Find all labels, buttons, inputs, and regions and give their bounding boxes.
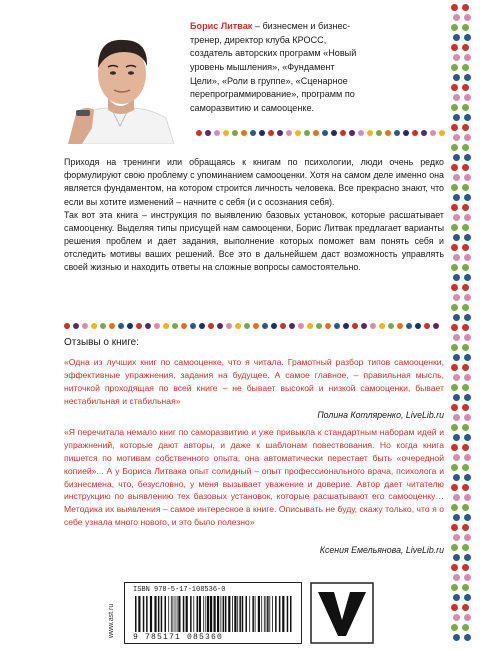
decorative-dot: [464, 574, 471, 581]
decorative-dot: [464, 94, 471, 101]
barcode-bar: [255, 596, 256, 632]
decorative-dot: [462, 604, 469, 611]
decorative-dot: [453, 514, 460, 521]
decorative-dot: [451, 304, 458, 311]
decorative-dot: [464, 314, 471, 321]
barcode-bar: [223, 596, 225, 632]
barcode-bar: [205, 596, 206, 632]
barcode-bar: [161, 596, 163, 632]
decorative-dot: [462, 504, 469, 511]
barcode-bar: [246, 596, 248, 632]
decorative-dot: [367, 130, 373, 136]
decorative-dot: [462, 204, 469, 211]
decorative-dot: [453, 114, 460, 121]
isbn-label: ISBN 978-5-17-108536-0: [133, 586, 226, 594]
barcode-bar: [287, 596, 289, 632]
decorative-dot: [451, 124, 458, 131]
author-name: Борис Литвак: [190, 21, 253, 31]
decorative-dot-column: [451, 4, 475, 646]
decorative-dot: [462, 124, 469, 131]
decorative-dot: [462, 24, 469, 31]
decorative-dot: [280, 323, 286, 329]
barcode-digits: 9 785171 085360: [133, 633, 224, 642]
decorative-dot: [214, 130, 220, 136]
decorative-dot: [453, 574, 460, 581]
isbn-barcode-box: [124, 582, 302, 644]
decorative-dot: [451, 584, 458, 591]
barcode-bar: [252, 596, 254, 632]
barcode-bar: [282, 596, 284, 632]
decorative-dot: [464, 14, 471, 21]
decorative-dot: [464, 54, 471, 61]
decorative-dot: [464, 74, 471, 81]
decorative-dot: [453, 454, 460, 461]
decorative-dot: [451, 284, 458, 291]
description-paragraph: Так вот эта книга – инструкция по выявлению базовых установок, которые расшатывает самооценку. Выделяя типы присущей нам самооценки, Борис Литвак предлагает варианты решения проблем и дает задания, выполнение которых поможет вам понять себя и отследить мотивы ваших решений. Все это в дальнейшем даст возможность управлять своей жизнью и находить ответы на сложные вопросы самостоятельно.: [64, 209, 444, 273]
barcode-bar: [177, 596, 178, 632]
decorative-dot: [253, 323, 259, 329]
decorative-dot: [464, 154, 471, 161]
decorative-dot: [462, 184, 469, 191]
decorative-dot: [325, 323, 331, 329]
decorative-dot: [451, 224, 458, 231]
author-bio: [190, 20, 446, 115]
decorative-dot: [349, 130, 355, 136]
decorative-dot: [462, 344, 469, 351]
decorative-dot: [316, 323, 322, 329]
description-paragraph: Приходя на тренинги или обращаясь к книгам по психологии, люди очень редко формулируют свою проблему с упоминанием самооценки. Хотя на самом деле именно она является фундаментом, на котором строится личность человека. Все прекрасно знают, что если вы хотите изменений – начните с себя (и с осознания себя).: [64, 157, 444, 207]
decorative-dot: [464, 114, 471, 121]
decorative-dot: [313, 130, 319, 136]
decorative-dot: [462, 284, 469, 291]
barcode-icon: [133, 596, 295, 632]
barcode-bar: [173, 596, 174, 632]
decorative-dot: [462, 64, 469, 71]
barcode-bar: [171, 596, 172, 632]
decorative-dot: [453, 274, 460, 281]
decorative-dot: [464, 214, 471, 221]
decorative-dot: [464, 534, 471, 541]
barcode-bar: [154, 596, 156, 632]
decorative-dot: [464, 194, 471, 201]
decorative-dot: [172, 323, 178, 329]
decorative-dot: [451, 44, 458, 51]
decorative-dot: [462, 424, 469, 431]
barcode-bar: [146, 596, 148, 632]
decorative-dot: [464, 594, 471, 601]
decorative-dot: [462, 384, 469, 391]
decorative-dot: [451, 364, 458, 371]
decorative-dot: [464, 454, 471, 461]
bio-line: – бизнесмен и бизнес-: [254, 21, 351, 31]
decorative-dot: [394, 130, 400, 136]
decorative-dot: [397, 323, 403, 329]
decorative-dot: [334, 323, 340, 329]
decorative-dot: [82, 323, 88, 329]
decorative-dot: [462, 104, 469, 111]
decorative-dot: [403, 130, 409, 136]
decorative-dot: [451, 244, 458, 251]
decorative-dot: [244, 323, 250, 329]
decorative-dot: [462, 484, 469, 491]
decorative-dot: [262, 323, 268, 329]
barcode-bar: [178, 596, 180, 632]
decorative-dot: [136, 323, 142, 329]
barcode-bar: [207, 596, 209, 632]
decorative-dot: [453, 154, 460, 161]
decorative-dot: [379, 323, 385, 329]
decorative-dot: [199, 323, 205, 329]
decorative-dot: [286, 130, 292, 136]
barcode-bar: [197, 596, 199, 632]
decorative-dot: [462, 4, 469, 11]
barcode-bar: [150, 596, 152, 632]
barcode-bar: [199, 596, 201, 632]
decorative-dot: [453, 474, 460, 481]
decorative-dot: [464, 634, 471, 641]
decorative-dot: [451, 264, 458, 271]
decorative-dot: [464, 374, 471, 381]
decorative-dot: [453, 314, 460, 321]
barcode-bar: [138, 596, 140, 632]
decorative-dot: [376, 130, 382, 136]
decorative-dot: [451, 464, 458, 471]
decorative-dot: [462, 544, 469, 551]
decorative-dot: [451, 104, 458, 111]
decorative-dot: [385, 130, 391, 136]
decorative-dot: [424, 323, 430, 329]
barcode-bar: [232, 596, 233, 632]
decorative-dot: [453, 74, 460, 81]
decorative-dot: [64, 323, 70, 329]
bio-line: уровень мышления», «Фундамент: [190, 61, 335, 72]
barcode-bar: [234, 596, 236, 632]
decorative-dot: [154, 323, 160, 329]
decorative-dot: [453, 214, 460, 221]
decorative-dot: [370, 323, 376, 329]
publisher-url: www.ast.ru: [108, 603, 115, 638]
barcode-bar: [158, 596, 160, 632]
decorative-dot: [453, 414, 460, 421]
book-description: [64, 156, 444, 275]
decorative-dot: [298, 323, 304, 329]
bio-line: создатель авторских программ «Новый: [190, 48, 357, 59]
decorative-dot: [190, 323, 196, 329]
barcode-bar: [175, 596, 176, 632]
decorative-dot: [451, 144, 458, 151]
decorative-dot: [462, 524, 469, 531]
decorative-dot: [415, 323, 421, 329]
decorative-dot: [109, 323, 115, 329]
decorative-dot: [462, 364, 469, 371]
decorative-dot: [250, 130, 256, 136]
review-text: «Я перечитала немало книг по саморазвитию и уже привыкла к стандартным наборам идей и упражнений, которые дают авторы, и даже к шаблонам повествования. Но когда книга пишется по мотивам собственного опыта, она автоматически перестает быть «очередной копией»... А у Бориса Литвака опыт солидный – опыт профессионального врача, психолога и бизнесмена, что, безусловно, у меня вызывает уважение и доверие. Автор дает читателю инструкцию по выявлению тех базовых установок, которые расшатывают его самооценку… Методика их выявления – самое интересное в книге. Описывать не буду, скажу только, что я о себе узнала много нового, и это было полезно»: [64, 427, 444, 528]
barcode-bar: [168, 596, 169, 632]
decorative-dot: [181, 323, 187, 329]
decorative-dot: [464, 514, 471, 521]
barcode-bar: [279, 596, 281, 632]
decorative-dot-row: [64, 323, 444, 331]
decorative-dot: [464, 174, 471, 181]
decorative-dot: [453, 54, 460, 61]
decorative-dot: [430, 130, 436, 136]
decorative-dot: [464, 554, 471, 561]
barcode-bar: [210, 596, 212, 632]
decorative-dot: [464, 34, 471, 41]
barcode-bar: [190, 596, 192, 632]
decorative-dot: [462, 264, 469, 271]
bio-line: саморазвитию и самооценке.: [190, 102, 315, 113]
decorative-dot: [223, 130, 229, 136]
decorative-dot: [453, 394, 460, 401]
decorative-dot: [462, 244, 469, 251]
barcode-bar: [267, 596, 269, 632]
decorative-dot: [451, 444, 458, 451]
barcode-bar: [261, 596, 262, 632]
decorative-dot: [453, 374, 460, 381]
decorative-dot: [268, 130, 274, 136]
decorative-dot: [453, 254, 460, 261]
decorative-dot: [451, 624, 458, 631]
decorative-dot: [464, 354, 471, 361]
decorative-dot: [196, 130, 202, 136]
barcode-bar: [203, 596, 204, 632]
decorative-dot: [451, 404, 458, 411]
barcode-bar: [239, 596, 241, 632]
decorative-dot: [91, 323, 97, 329]
decorative-dot: [453, 614, 460, 621]
publisher-logo-icon: [310, 582, 374, 644]
decorative-dot: [464, 234, 471, 241]
decorative-dot: [451, 84, 458, 91]
decorative-dot: [464, 334, 471, 341]
author-photo: [62, 18, 180, 144]
decorative-dot: [451, 204, 458, 211]
decorative-dot: [340, 130, 346, 136]
decorative-dot: [412, 130, 418, 136]
decorative-dot: [439, 130, 445, 136]
barcode-bar: [258, 596, 260, 632]
bio-line: тренер, директор клуба КРОСС,: [190, 34, 327, 45]
decorative-dot: [451, 524, 458, 531]
barcode-bar: [193, 596, 194, 632]
decorative-dot: [453, 194, 460, 201]
decorative-dot: [453, 534, 460, 541]
decorative-dot: [462, 584, 469, 591]
barcode-bar: [183, 596, 185, 632]
decorative-dot: [464, 394, 471, 401]
decorative-dot: [462, 164, 469, 171]
decorative-dot: [352, 323, 358, 329]
decorative-dot: [453, 334, 460, 341]
decorative-dot: [361, 323, 367, 329]
decorative-dot: [451, 164, 458, 171]
decorative-dot: [453, 434, 460, 441]
barcode-bar: [272, 596, 273, 632]
decorative-dot: [462, 564, 469, 571]
decorative-dot: [462, 444, 469, 451]
decorative-dot: [100, 323, 106, 329]
barcode-bar: [242, 596, 244, 632]
decorative-dot: [451, 604, 458, 611]
decorative-dot: [453, 354, 460, 361]
barcode-bar: [225, 596, 227, 632]
decorative-dot: [451, 544, 458, 551]
bio-line: Цели», «Роли в группе», «Сценарное: [190, 75, 348, 86]
decorative-dot: [462, 224, 469, 231]
barcode-bar: [275, 596, 277, 632]
decorative-dot: [453, 594, 460, 601]
decorative-dot: [451, 64, 458, 71]
decorative-dot: [451, 484, 458, 491]
decorative-dot: [259, 130, 265, 136]
decorative-dot: [73, 323, 79, 329]
decorative-dot: [451, 184, 458, 191]
decorative-dot: [241, 130, 247, 136]
decorative-dot: [307, 323, 313, 329]
decorative-dot: [217, 323, 223, 329]
barcode-bar: [186, 596, 188, 632]
decorative-dot: [295, 130, 301, 136]
decorative-dot: [462, 324, 469, 331]
barcode-bar: [266, 596, 267, 632]
barcode-bar: [143, 596, 145, 632]
decorative-dot: [127, 323, 133, 329]
decorative-dot: [462, 304, 469, 311]
decorative-dot-row: [196, 130, 446, 138]
decorative-dot: [289, 323, 295, 329]
decorative-dot: [451, 4, 458, 11]
barcode-bar: [217, 596, 219, 632]
decorative-dot: [451, 424, 458, 431]
decorative-dot: [451, 344, 458, 351]
decorative-dot: [464, 274, 471, 281]
decorative-dot: [464, 494, 471, 501]
decorative-dot: [421, 130, 427, 136]
decorative-dot: [453, 94, 460, 101]
decorative-dot: [451, 24, 458, 31]
decorative-dot: [462, 84, 469, 91]
decorative-dot: [453, 34, 460, 41]
review-author: Ксения Емельянова, LiveLib.ru: [319, 545, 444, 555]
decorative-dot: [464, 294, 471, 301]
decorative-dot: [208, 323, 214, 329]
decorative-dot: [271, 323, 277, 329]
decorative-dot: [462, 144, 469, 151]
decorative-dot: [433, 323, 439, 329]
barcode-bar: [269, 596, 270, 632]
decorative-dot: [388, 323, 394, 329]
decorative-dot: [464, 434, 471, 441]
review-text: «Одна из лучших книг по самооценке, что я читала. Грамотный разбор типов самооценки, эффективные упражнения, задания на будущее. А самое главное, – правильная мысль, ниточкой проходящая по всей книге – не бывает высокой и низкой самооценки, бывает нестабильная и стабильная»: [64, 357, 444, 406]
decorative-dot: [304, 130, 310, 136]
decorative-dot: [453, 14, 460, 21]
decorative-dot: [232, 130, 238, 136]
decorative-dot: [464, 134, 471, 141]
decorative-dot: [462, 44, 469, 51]
decorative-dot: [464, 614, 471, 621]
barcode-bar: [237, 596, 238, 632]
bio-line: перепрограммирование», программ по: [190, 89, 355, 100]
decorative-dot: [453, 234, 460, 241]
decorative-dot: [118, 323, 124, 329]
decorative-dot: [453, 134, 460, 141]
decorative-dot: [322, 130, 328, 136]
decorative-dot: [464, 414, 471, 421]
decorative-dot: [145, 323, 151, 329]
barcode-bar: [221, 596, 222, 632]
decorative-dot: [331, 130, 337, 136]
decorative-dot: [464, 474, 471, 481]
decorative-dot: [453, 494, 460, 501]
barcode-bar: [165, 596, 167, 632]
decorative-dot: [453, 294, 460, 301]
decorative-dot: [343, 323, 349, 329]
barcode-bar: [264, 596, 265, 632]
decorative-dot: [453, 174, 460, 181]
barcode-bar: [290, 596, 292, 632]
decorative-dot: [453, 634, 460, 641]
decorative-dot: [451, 384, 458, 391]
barcode-bar: [249, 596, 250, 632]
barcode-bar: [228, 596, 230, 632]
decorative-dot: [451, 324, 458, 331]
decorative-dot: [464, 254, 471, 261]
review-author: Полина Котляренко, LiveLib.ru: [317, 410, 444, 420]
decorative-dot: [451, 504, 458, 511]
decorative-dot: [462, 464, 469, 471]
decorative-dot: [462, 624, 469, 631]
decorative-dot: [358, 130, 364, 136]
decorative-dot: [226, 323, 232, 329]
reviews-heading: Отзывы о книге:: [64, 337, 139, 348]
decorative-dot: [406, 323, 412, 329]
decorative-dot: [205, 130, 211, 136]
decorative-dot: [235, 323, 241, 329]
decorative-dot: [163, 323, 169, 329]
barcode-bar: [135, 596, 137, 632]
barcode-bar: [214, 596, 216, 632]
decorative-dot: [451, 564, 458, 571]
decorative-dot: [453, 554, 460, 561]
decorative-dot: [462, 404, 469, 411]
decorative-dot: [277, 130, 283, 136]
